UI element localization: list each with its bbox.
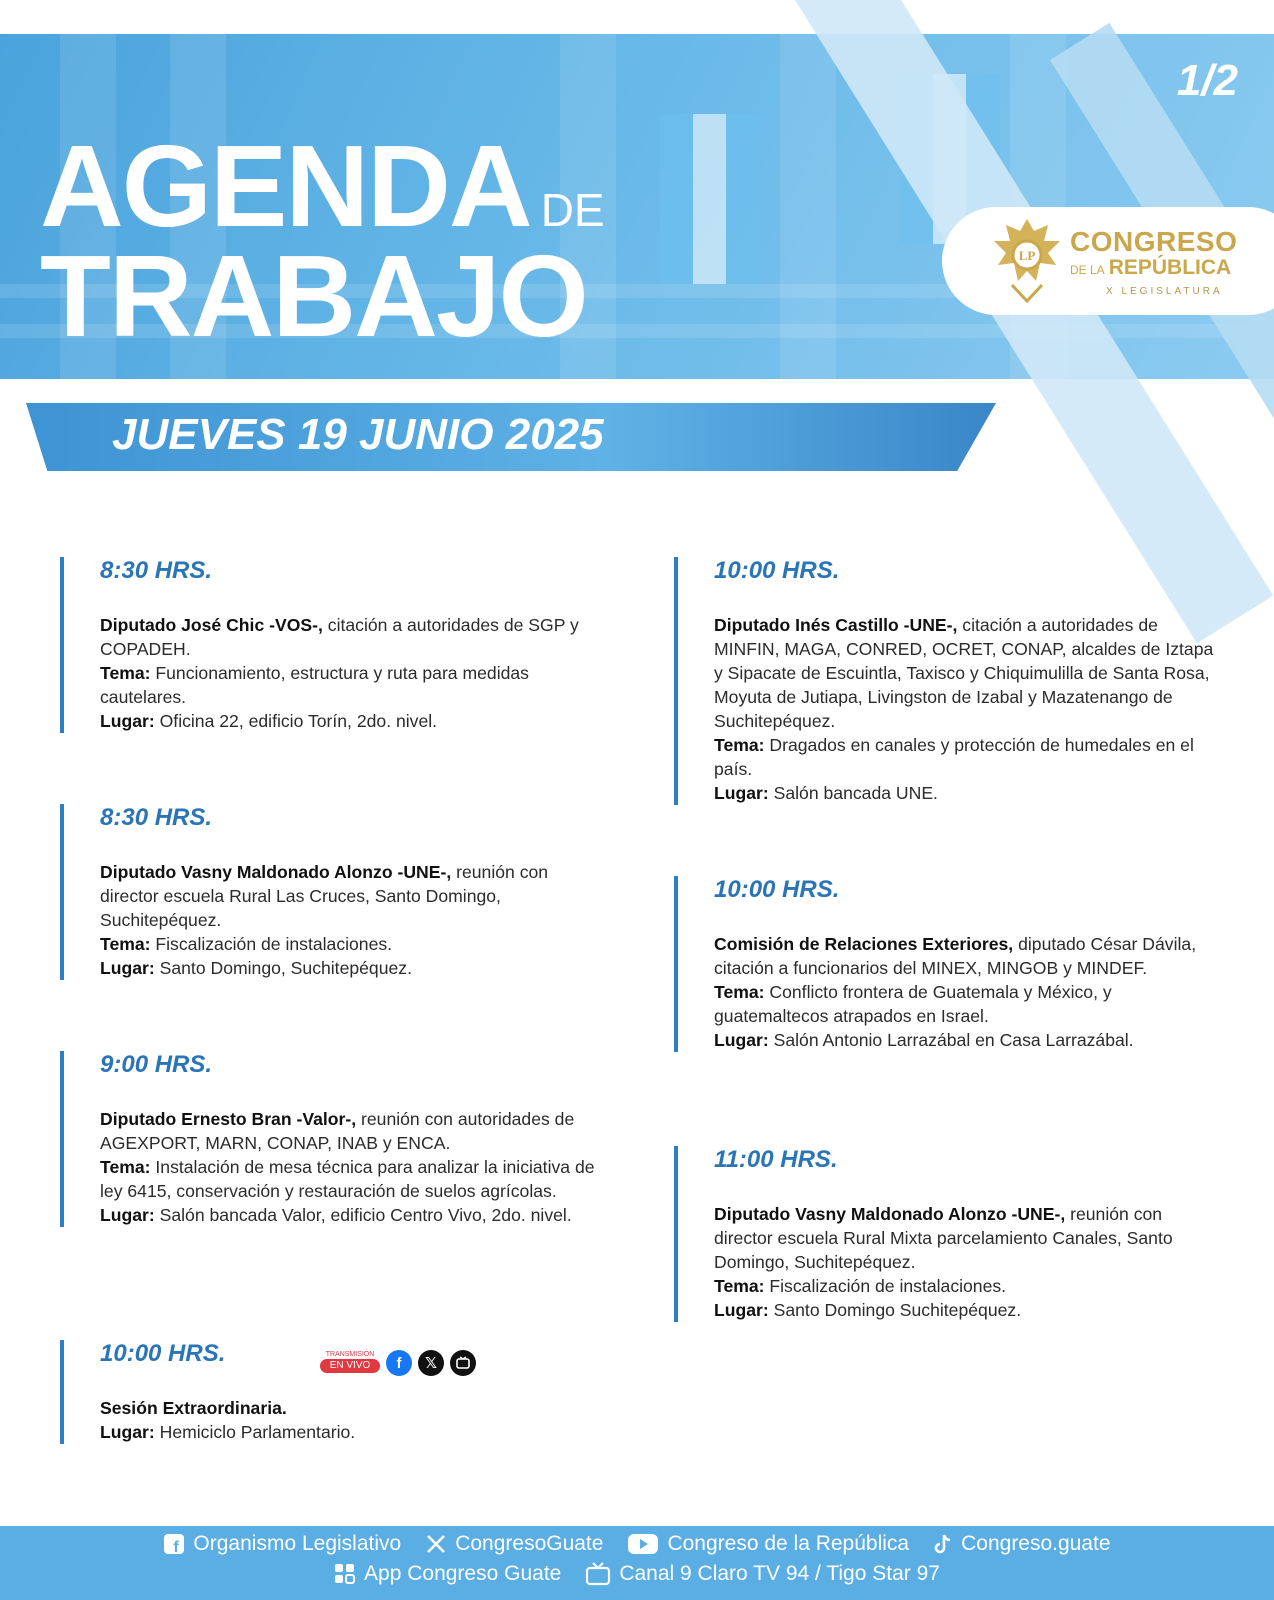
date-text: JUEVES 19 JUNIO 2025 bbox=[112, 410, 604, 459]
logo-congreso: CONGRESO bbox=[1070, 226, 1238, 257]
footer-app[interactable]: App Congreso Guate bbox=[334, 1562, 561, 1586]
x-icon[interactable]: 𝕏 bbox=[418, 1350, 444, 1376]
title-de: DE bbox=[540, 184, 605, 236]
facebook-icon bbox=[163, 1533, 185, 1555]
entry-lugar: Lugar: Santo Domingo Suchitepéquez. bbox=[714, 1300, 1022, 1320]
footer-tiktok[interactable]: Congreso.guate bbox=[933, 1532, 1110, 1556]
live-stream-links bbox=[320, 1350, 476, 1376]
footer-tv[interactable]: Canal 9 Claro TV 94 / Tigo Star 97 bbox=[585, 1562, 940, 1586]
entry-time: 11:00 HRS. bbox=[714, 1146, 838, 1173]
page-indicator: 1/2 bbox=[1176, 56, 1238, 105]
entry-body: Comisión de Relaciones Exteriores, diputado César Dávila, citación a funcionarios del MINEX, MINGOB y MINDEF. bbox=[714, 934, 1197, 978]
tiktok-icon bbox=[933, 1533, 953, 1555]
title-trabajo: TRABAJO bbox=[40, 231, 587, 361]
agenda-entry bbox=[674, 1146, 1214, 1322]
logo-legislatura: X LEGISLATURA bbox=[1106, 286, 1223, 297]
entry-body: Diputado Vasny Maldonado Alonzo -UNE-, reunión con director escuela Rural Mixta parcelamiento Canales, Santo Domingo, Suchitepéquez. bbox=[714, 1204, 1173, 1272]
logo-republica: DE LA REPÚBLICA bbox=[1070, 256, 1232, 279]
entry-lugar: Lugar: Hemiciclo Parlamentario. bbox=[100, 1422, 356, 1442]
footer-facebook[interactable]: f Organismo Legislativo bbox=[163, 1532, 401, 1556]
entry-body: Diputado Ernesto Bran -Valor-, reunión con autoridades de AGEXPORT, MARN, CONAP, INAB y ENCA. bbox=[100, 1109, 575, 1153]
entry-body: Sesión Extraordinaria. bbox=[100, 1398, 287, 1418]
agenda-entry bbox=[60, 804, 596, 980]
page-title bbox=[40, 121, 605, 361]
entry-tema: Tema: Fiscalización de instalaciones. bbox=[100, 934, 393, 954]
footer-row bbox=[0, 1562, 1274, 1586]
agenda-entry bbox=[60, 557, 596, 733]
tv-icon[interactable] bbox=[450, 1350, 476, 1376]
entry-lugar: Lugar: Oficina 22, edificio Torín, 2do. nivel. bbox=[100, 711, 438, 731]
entry-time: 10:00 HRS. bbox=[100, 1340, 226, 1367]
entry-lugar: Lugar: Salón bancada UNE. bbox=[714, 783, 938, 803]
entry-time: 9:00 HRS. bbox=[100, 1051, 213, 1078]
youtube-icon bbox=[627, 1533, 659, 1555]
entry-tema: Tema: Conflicto frontera de Guatemala y México, y guatemaltecos atrapados en Israel. bbox=[714, 982, 1112, 1026]
live-badge[interactable]: TRANSMISIÓN EN VIVO bbox=[320, 1350, 380, 1376]
title-agenda: AGENDA bbox=[40, 121, 531, 251]
entry-body: Diputado Inés Castillo -UNE-, citación a autoridades de MINFIN, MAGA, CONRED, OCRET, CONAP, alcaldes de Iztapa y Sipacate de Escuintla, Taxisco y Chiquimulilla de Santa Rosa, Moyuta de Jutiapa, Livingston de Izabal y Mazatenango de Suchitepéquez. bbox=[714, 615, 1214, 731]
x-icon bbox=[425, 1533, 447, 1555]
agenda-entry bbox=[60, 1340, 596, 1444]
entry-time: 10:00 HRS. bbox=[714, 876, 840, 903]
facebook-icon[interactable]: f bbox=[386, 1350, 412, 1376]
entry-lugar: Lugar: Salón Antonio Larrazábal en Casa Larrazábal. bbox=[714, 1030, 1134, 1050]
footer-youtube[interactable]: Congreso de la República bbox=[627, 1532, 909, 1556]
agenda-entry bbox=[674, 876, 1214, 1052]
entry-time: 8:30 HRS. bbox=[100, 804, 213, 831]
entry-tema: Tema: Instalación de mesa técnica para analizar la iniciativa de ley 6415, conservación y restauración de suelos agrícolas. bbox=[100, 1157, 595, 1201]
footer-social-bar bbox=[0, 1526, 1274, 1600]
entry-lugar: Lugar: Salón bancada Valor, edificio Centro Vivo, 2do. nivel. bbox=[100, 1205, 572, 1225]
agenda-entry bbox=[674, 557, 1214, 805]
agenda-entry bbox=[60, 1051, 596, 1227]
tv-icon bbox=[585, 1562, 611, 1586]
svg-text:LP: LP bbox=[1018, 248, 1036, 263]
congress-emblem-icon bbox=[990, 215, 1064, 305]
entry-body: Diputado Vasny Maldonado Alonzo -UNE-, reunión con director escuela Rural Las Cruces, Santo Domingo, Suchitepéquez. bbox=[100, 862, 549, 930]
entry-tema: Tema: Dragados en canales y protección de humedales en el país. bbox=[714, 735, 1194, 779]
entry-time: 10:00 HRS. bbox=[714, 557, 840, 584]
entry-tema: Tema: Funcionamiento, estructura y ruta para medidas cautelares. bbox=[100, 663, 529, 707]
entry-body: Diputado José Chic -VOS-, citación a autoridades de SGP y COPADEH. bbox=[100, 615, 579, 659]
app-grid-icon bbox=[334, 1563, 356, 1585]
svg-text:f: f bbox=[173, 1539, 180, 1555]
flag-shape bbox=[660, 114, 760, 284]
footer-x[interactable]: CongresoGuate bbox=[425, 1532, 603, 1556]
entry-tema: Tema: Fiscalización de instalaciones. bbox=[714, 1276, 1007, 1296]
entry-lugar: Lugar: Santo Domingo, Suchitepéquez. bbox=[100, 958, 412, 978]
footer-row bbox=[0, 1532, 1274, 1556]
entry-time: 8:30 HRS. bbox=[100, 557, 213, 584]
